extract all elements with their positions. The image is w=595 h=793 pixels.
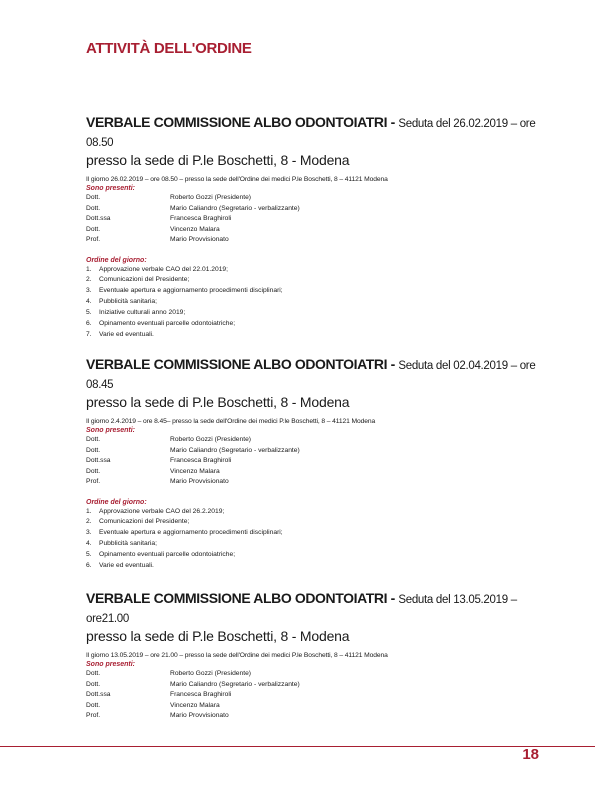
verbale-location: presso la sede di P.le Boschetti, 8 - Modena	[86, 394, 350, 410]
verbale-title: VERBALE COMMISSIONE ALBO ODONTOIATRI -	[86, 114, 399, 130]
person-title: Prof.	[86, 236, 101, 243]
agenda-list	[86, 265, 546, 341]
agenda-item	[86, 539, 546, 550]
person-name: Vincenzo Malara	[170, 225, 220, 233]
agenda-label: Ordine del giorno:	[86, 498, 147, 506]
agenda-item	[86, 561, 546, 572]
agenda-text: Opinamento eventuali parcelle odontoiatriche;	[99, 320, 236, 328]
agenda-item	[86, 265, 546, 276]
agenda-number: 2.	[86, 518, 92, 526]
agenda-item	[86, 517, 546, 528]
person-title: Dott.	[86, 467, 101, 475]
person-title: Dott.	[86, 680, 101, 688]
agenda-text: Eventuale apertura e aggiornamento procedimenti disciplinari;	[99, 287, 283, 295]
present-row	[86, 193, 546, 204]
agenda-item	[86, 330, 546, 341]
person-title: Dott.ssa	[86, 457, 111, 464]
agenda-text: Approvazione verbale CAO del 22.01.2019;	[99, 265, 229, 273]
present-label: Sono presenti:	[86, 427, 136, 434]
person-name: Francesca Braghiroli	[170, 457, 232, 464]
person-name: Mario Caliandro (Segretario - verbalizzante)	[170, 680, 300, 688]
person-name: Mario Provvisionato	[170, 478, 229, 485]
person-name: Vincenzo Malara	[170, 701, 220, 709]
person-title: Dott.	[86, 670, 101, 677]
present-row	[86, 669, 546, 680]
person-name: Francesca Braghiroli	[170, 215, 232, 222]
present-row	[86, 225, 546, 236]
person-name: Francesca Braghiroli	[170, 691, 232, 698]
verbale-location: presso la sede di P.le Boschetti, 8 - Modena	[86, 628, 350, 644]
present-row	[86, 467, 546, 478]
verbale-title: VERBALE COMMISSIONE ALBO ODONTOIATRI -	[86, 590, 399, 606]
present-label: Sono presenti:	[86, 185, 136, 192]
verbale-intro: Il giorno 26.02.2019 – ore 08.50 – presso la sede dell'Ordine dei medici P.le Boschetti, 8 – 41121 Modena	[86, 176, 388, 183]
agenda-text: Comunicazioni del Presidente;	[99, 276, 190, 284]
agenda-number: 5.	[86, 309, 92, 317]
verbale-heading	[86, 590, 546, 628]
agenda-text: Opinamento eventuali parcelle odontoiatriche;	[99, 551, 236, 559]
agenda-item	[86, 550, 546, 561]
agenda-text: Comunicazioni del Presidente;	[99, 518, 190, 526]
agenda-item	[86, 319, 546, 330]
present-row	[86, 456, 546, 467]
present-row	[86, 214, 546, 225]
person-name: Roberto Gozzi (Presidente)	[170, 436, 252, 443]
present-row	[86, 711, 546, 722]
verbale-heading	[86, 114, 546, 152]
verbale-session: Seduta del 13.05.2019 – ore21.00	[86, 594, 517, 625]
present-row	[86, 235, 546, 246]
person-name: Roberto Gozzi (Presidente)	[170, 194, 252, 201]
person-title: Dott.	[86, 436, 101, 443]
person-name: Mario Provvisionato	[170, 236, 229, 243]
verbale-location: presso la sede di P.le Boschetti, 8 - Modena	[86, 152, 350, 168]
agenda-item	[86, 286, 546, 297]
present-row	[86, 690, 546, 701]
present-row	[86, 680, 546, 691]
verbale-title: VERBALE COMMISSIONE ALBO ODONTOIATRI -	[86, 356, 399, 372]
present-row	[86, 204, 546, 215]
verbale-block	[86, 590, 546, 722]
section-title: ATTIVITÀ DELL'ORDINE	[86, 40, 252, 57]
present-row	[86, 435, 546, 446]
agenda-item	[86, 507, 546, 518]
present-row	[86, 701, 546, 712]
person-title: Dott.	[86, 225, 101, 233]
agenda-number: 7.	[86, 330, 92, 338]
agenda-item	[86, 275, 546, 286]
agenda-number: 3.	[86, 529, 92, 537]
agenda-item	[86, 528, 546, 539]
present-list	[86, 669, 546, 722]
verbale-heading	[86, 356, 546, 394]
agenda-number: 6.	[86, 320, 92, 328]
agenda-text: Eventuale apertura e aggiornamento procedimenti disciplinari;	[99, 529, 283, 537]
agenda-number: 4.	[86, 540, 92, 548]
agenda-text: Varie ed eventuali.	[99, 562, 154, 570]
verbale-intro: Il giorno 13.05.2019 – ore 21.00 – presso la sede dell'Ordine dei medici P.le Boschetti, 8 – 41121 Modena	[86, 652, 388, 659]
person-title: Dott.ssa	[86, 215, 111, 222]
person-name: Mario Provvisionato	[170, 712, 229, 719]
present-list	[86, 435, 546, 488]
person-title: Dott.	[86, 194, 101, 201]
present-list	[86, 193, 546, 246]
page-number: 18	[522, 746, 539, 763]
agenda-text: Pubblicità sanitaria;	[99, 298, 157, 306]
agenda-text: Iniziative culturali anno 2019;	[99, 309, 186, 317]
agenda-number: 2.	[86, 276, 92, 284]
agenda-text: Pubblicità sanitaria;	[99, 540, 157, 548]
footer-divider	[0, 746, 595, 747]
present-label: Sono presenti:	[86, 661, 136, 668]
agenda-number: 1.	[86, 507, 92, 515]
person-name: Mario Caliandro (Segretario - verbalizzante)	[170, 446, 300, 454]
person-name: Roberto Gozzi (Presidente)	[170, 670, 252, 677]
agenda-item	[86, 308, 546, 319]
agenda-text: Varie ed eventuali.	[99, 330, 154, 338]
agenda-number: 5.	[86, 551, 92, 559]
agenda-text: Approvazione verbale CAO del 26.2.2019;	[99, 507, 225, 515]
verbale-block	[86, 356, 546, 572]
verbale-block	[86, 114, 546, 341]
person-title: Dott.ssa	[86, 691, 111, 698]
agenda-number: 4.	[86, 298, 92, 306]
verbale-session: Seduta del 26.02.2019 – ore 08.50	[86, 118, 536, 149]
verbale-intro: Il giorno 2.4.2019 – ore 8.45– presso la sede dell'Ordine dei medici P.le Boschetti, 8 – 41121 Modena	[86, 418, 376, 425]
present-row	[86, 446, 546, 457]
person-title: Prof.	[86, 478, 101, 485]
person-title: Dott.	[86, 446, 101, 454]
agenda-list	[86, 507, 546, 572]
person-title: Dott.	[86, 701, 101, 709]
agenda-number: 3.	[86, 287, 92, 295]
person-title: Prof.	[86, 712, 101, 719]
agenda-item	[86, 297, 546, 308]
person-name: Vincenzo Malara	[170, 467, 220, 475]
agenda-number: 6.	[86, 562, 92, 570]
agenda-label: Ordine del giorno:	[86, 256, 147, 264]
agenda-number: 1.	[86, 265, 92, 273]
person-name: Mario Caliandro (Segretario - verbalizzante)	[170, 204, 300, 212]
person-title: Dott.	[86, 204, 101, 212]
verbale-session: Seduta del 02.04.2019 – ore 08.45	[86, 360, 536, 391]
present-row	[86, 477, 546, 488]
